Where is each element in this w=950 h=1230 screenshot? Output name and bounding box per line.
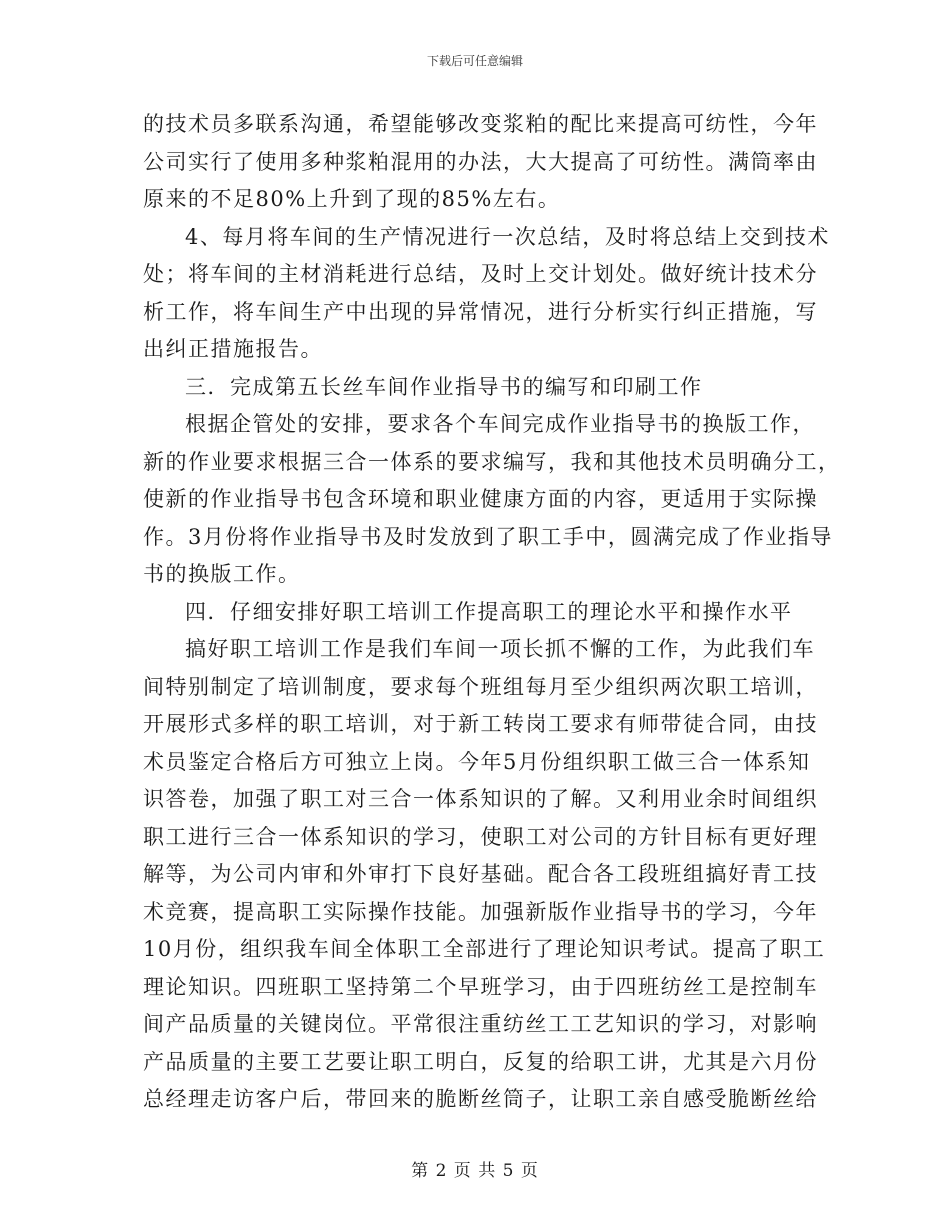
text-line: 间产品质量的关键岗位。平常很注重纺丝工工艺知识的学习，对影响 (143, 1012, 818, 1036)
text-line: 总经理走访客户后，带回来的脆断丝筒子，让职工亲自感受脆断丝给 (143, 1087, 818, 1111)
document-body (143, 106, 841, 1119)
text-line: 出纠正措施报告。 (143, 337, 323, 361)
text-line: 新的作业要求根据三合一体系的要求编写，我和其他技术员明确分工， (143, 449, 841, 474)
text-line: 根据企管处的安排，要求各个车间完成作业指导书的换版工作， (185, 412, 815, 436)
page-header: 下载后可任意编辑 (426, 54, 523, 68)
text-line: 公司实行了使用多种浆粕混用的办法，大大提高了可纺性。满筒率由 (143, 149, 818, 174)
page-number-footer: 第 2 页 共 5 页 (411, 1161, 539, 1181)
text-line: 的技术员多联系沟通，希望能够改变浆粕的配比来提高可纺性，今年 (143, 112, 818, 136)
section-heading: 三．完成第五长丝车间作业指导书的编写和印刷工作 (185, 374, 703, 399)
text-line: 析工作，将车间生产中出现的异常情况，进行分析实行纠正措施，写 (143, 299, 818, 324)
text-line: 术竞赛，提高职工实际操作技能。加强新版作业指导书的学习，今年 (143, 899, 818, 924)
text-line: 产品质量的主要工艺要让职工明白，反复的给职工讲，尤其是六月份 (143, 1049, 818, 1074)
section-heading: 四．仔细安排好职工培训工作提高职工的理论水平和操作水平 (185, 599, 793, 624)
text-line: 职工进行三合一体系知识的学习，使职工对公司的方针目标有更好理 (143, 824, 818, 849)
text-line: 搞好职工培训工作是我们车间一项长抓不懈的工作，为此我们车 (185, 637, 815, 661)
text-line: 4、每月将车间的生产情况进行一次总结，及时将总结上交到技术 (185, 224, 830, 249)
text-line: 术员鉴定合格后方可独立上岗。今年5月份组织职工做三合一体系知 (143, 749, 811, 774)
text-line: 解等，为公司内审和外审打下良好基础。配合各工段班组搞好青工技 (143, 862, 818, 886)
text-line: 使新的作业指导书包含环境和职业健康方面的内容，更适用于实际操 (143, 487, 818, 511)
text-line: 10月份，组织我车间全体职工全部进行了理论知识考试。提高了职工 (143, 937, 826, 961)
text-line: 原来的不足80%上升到了现的85%左右。 (143, 187, 561, 211)
text-line: 理论知识。四班职工坚持第二个早班学习，由于四班纺丝工是控制车 (143, 974, 818, 999)
text-line: 作。3月份将作业指导书及时发放到了职工手中，圆满完成了作业指导 (143, 524, 833, 549)
text-line: 处；将车间的主材消耗进行总结，及时上交计划处。做好统计技术分 (143, 262, 818, 286)
text-line: 开展形式多样的职工培训，对于新工转岗工要求有师带徒合同，由技 (143, 712, 818, 736)
text-line: 间特别制定了培训制度，要求每个班组每月至少组织两次职工培训， (143, 674, 818, 699)
text-line: 识答卷，加强了职工对三合一体系知识的了解。又利用业余时间组织 (143, 787, 818, 811)
text-line: 书的换版工作。 (143, 562, 301, 586)
